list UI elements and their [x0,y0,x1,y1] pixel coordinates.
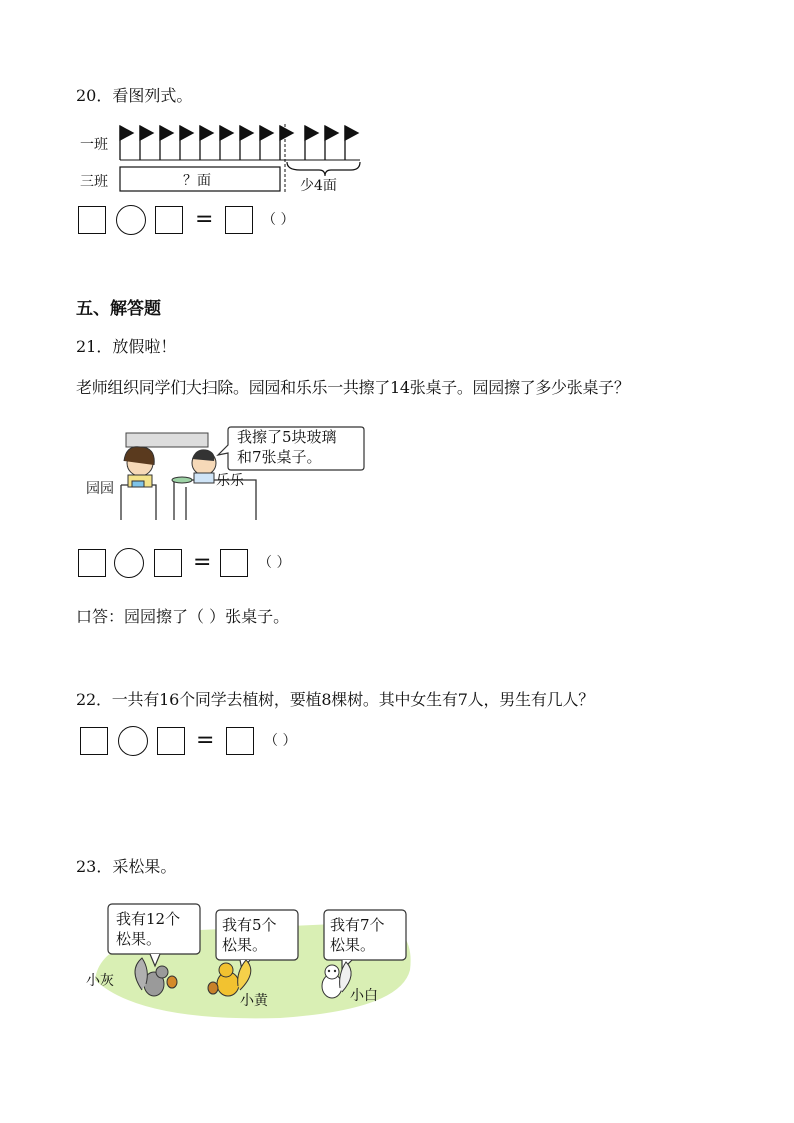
bubble-line: 松果。 [116,930,162,948]
bubble-line: 我有7个 [330,916,385,934]
unit-parentheses[interactable]: （ ） [262,212,295,228]
class1-label: 一班 [80,137,108,153]
flag-icon [160,126,173,160]
equals-sign: = [196,728,215,753]
bubble-line: 和7张桌子。 [237,448,322,466]
less-label: 少4面 [300,178,337,194]
bubble-line: 松果。 [330,936,376,954]
bubble-line: 松果。 [222,936,268,954]
name-xiaohui: 小灰 [86,973,114,989]
name-lele: 乐乐 [216,473,244,489]
answer-box[interactable] [155,206,183,234]
operator-circle[interactable] [114,548,144,578]
answer-box[interactable] [157,727,185,755]
q21-answer: 口答：园园擦了（ ）张桌子。 [76,607,290,626]
flag-icon [345,126,358,160]
equals-sign: = [193,550,212,575]
flag-icon [325,126,338,160]
bubble-line: 我有5个 [222,916,277,934]
flag-icon [280,126,293,160]
flag-icon [200,126,213,160]
name-xiaohuang: 小黄 [240,993,268,1009]
class3-label: 三班 [80,174,108,190]
boy-icon [172,449,216,483]
answer-box[interactable] [78,549,106,577]
bubble-line: 我擦了5块玻璃 [237,428,337,446]
answer-box[interactable] [220,549,248,577]
unit-parentheses[interactable]: （ ） [258,555,291,571]
unknown-label: ？面 [183,173,211,189]
section-title: 五、解答题 [76,299,161,319]
equals-sign: = [195,207,214,232]
name-xiaobai: 小白 [350,988,378,1004]
q22-title: 22．一共有16个同学去植树，要植8棵树。其中女生有7人，男生有几人？ [76,690,595,709]
answer-box[interactable] [154,549,182,577]
girl-icon [124,447,154,487]
bubble-line: 我有12个 [116,910,181,928]
name-yuanyuan: 园园 [86,481,114,497]
q21-title: 21．放假啦！ [76,337,177,356]
flag-icon [120,126,133,160]
answer-box[interactable] [225,206,253,234]
flag-icon [220,126,233,160]
operator-circle[interactable] [116,205,146,235]
flag-icon [140,126,153,160]
q23-title: 23．采松果。 [76,857,177,876]
q20-title: 20．看图列式。 [76,86,193,105]
flag-icon [305,126,318,160]
answer-box[interactable] [80,727,108,755]
operator-circle[interactable] [118,726,148,756]
answer-box[interactable] [226,727,254,755]
unit-parentheses[interactable]: （ ） [264,733,297,749]
flag-icon [240,126,253,160]
q21-text: 老师组织同学们大扫除。园园和乐乐一共擦了14张桌子。园园擦了多少张桌子？ [76,378,630,397]
flag-icon [260,126,273,160]
flag-icon [180,126,193,160]
answer-box[interactable] [78,206,106,234]
